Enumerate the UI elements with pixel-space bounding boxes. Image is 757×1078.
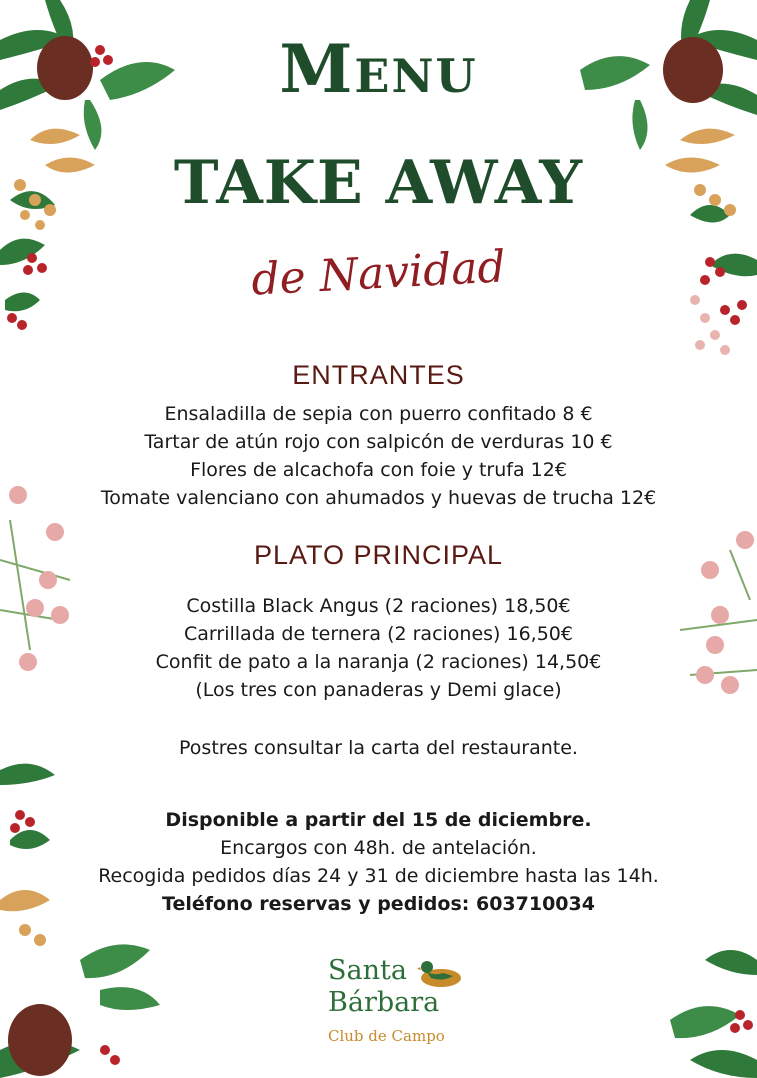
logo-line-santa: Santa [328,955,407,986]
list-item: Flores de alcachofa con foie y trufa 12€ [190,459,567,481]
list-item: Tartar de atún rojo con salpicón de verduras 10 € [144,431,613,453]
entrantes-list [0,400,757,512]
menu-title: Menu [279,30,478,108]
pickup-text: Recogida pedidos días 24 y 31 de diciembre hasta las 14h. [98,865,659,887]
availability-text: Disponible a partir del 15 de diciembre. [165,809,592,831]
logo-line-club: Club de Campo [328,1027,445,1045]
plato-principal-heading: PLATO PRINCIPAL [253,540,504,570]
phone-text: Teléfono reservas y pedidos: 603710034 [162,893,595,915]
order-info [0,806,757,918]
list-item: Carrillada de ternera (2 raciones) 16,50€ [184,623,573,645]
logo-line-barbara: Bárbara [328,987,440,1018]
duck-icon [417,958,463,988]
navidad-subtitle: de Navidad [250,241,507,306]
santa-barbara-logo [300,955,490,1055]
list-item: Ensaladilla de sepia con puerro confitado 8 € [164,403,593,425]
plato-principal-list [0,592,757,704]
postres-text: Postres consultar la carta del restaurante. [179,737,578,759]
pinecone-icon [8,1004,72,1076]
take-away-title: TAKE AWAY [173,148,584,218]
list-item: Costilla Black Angus (2 raciones) 18,50€ [186,595,571,617]
list-item: (Los tres con panaderas y Demi glace) [195,679,562,701]
bottom-right-christmas-decoration [660,940,757,1078]
orders-text: Encargos con 48h. de antelación. [220,837,537,859]
entrantes-heading: ENTRANTES [292,360,465,390]
list-item: Tomate valenciano con ahumados y huevas de trucha 12€ [100,487,657,509]
postres-note [0,734,757,762]
list-item: Confit de pato a la naranja (2 raciones) 14,50€ [155,651,602,673]
